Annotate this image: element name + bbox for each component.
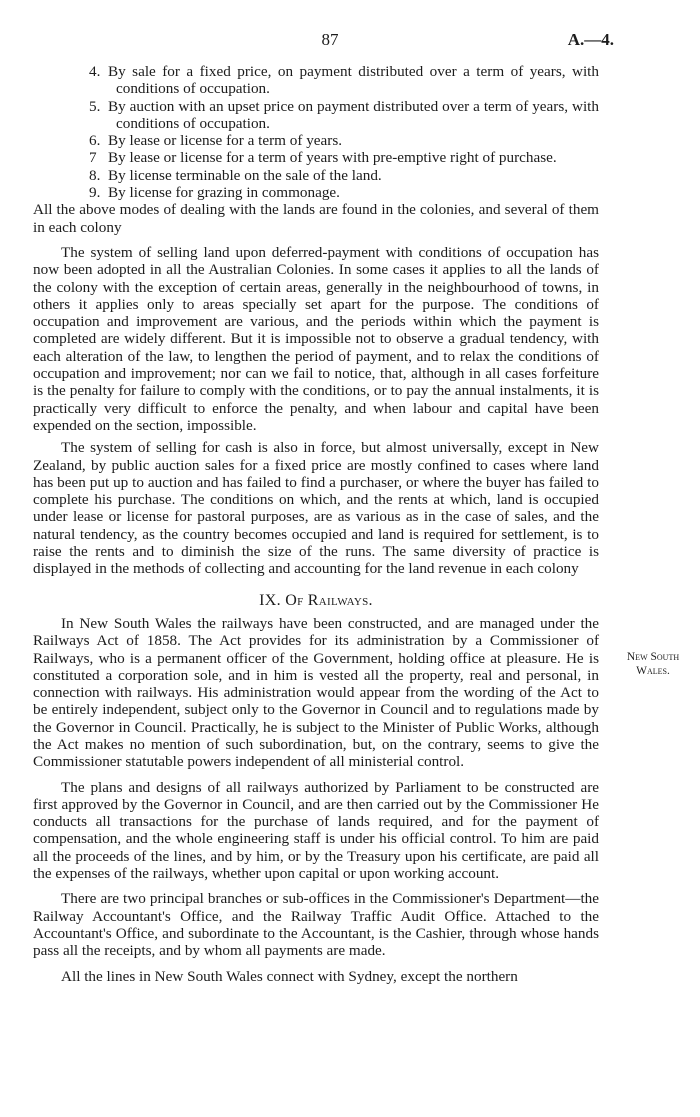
list-item: 8. By license terminable on the sale of the land. — [89, 166, 382, 184]
page-header — [0, 30, 700, 52]
marginal-note-line: New South — [626, 651, 680, 663]
paragraph-sub-offices: There are two principal branches or sub-offices in the Commissioner's Department—the Railway Accountant's Office, and the Railway Traffic Audit Office. Attached to the Accountant's Office, and subordinate to the Accountant, is the Cashier, through whose hands pass all the receipts, and by whom all payments are made. — [33, 890, 599, 960]
marginal-note — [608, 650, 698, 678]
section-title: Of Railways. — [285, 591, 373, 609]
dealing-modes-list — [33, 63, 599, 201]
paragraph-deferred-payment: The system of selling land upon deferred-payment with conditions of occupation has now been adopted in all the Australian Colonies. In some cases it applies to all the lands of the colony with the exception of certain areas, generally in the neighbourhood of towns, in others it applies only to areas specially set apart for the purpose. The conditions of occupation and improvement are various, and the periods within which the payment is completed are widely different. But it is impossible not to observe a gradual tendency, with each alteration of the law, to lengthen the period of payment, and to relax the conditions of occupation and improvement; nor can we fail to notice, that, although in all cases forfeiture is the penalty for failure to comply with the conditions, or to pay the annual instalments, it is practically very difficult to enforce the penalty, and when labour and capital have been expended on the section, impossible. — [33, 243, 599, 434]
paragraph-lines: All the lines in New South Wales connect with Sydney, except the northern — [61, 967, 518, 985]
section-heading — [33, 592, 599, 609]
paragraph-plans-designs: The plans and designs of all railways authorized by Parliament to be constructed are first approved by the Governor in Council, and are then carried out by the Commissioner He conducts all transactions for the purchase of lands required, and for the payment of compensation, and the whole engineering staff is under his official control. To him are paid all the proceeds of the lines, and by him, or by the Treasury upon his certificate, are paid all the expenses of the railways, whether upon capital or upon working account. — [33, 778, 599, 883]
paragraph-cash-sales: The system of selling for cash is also in force, but almost universally, except in New Zealand, by public auction sales for a fixed price are mostly confined to cases where land has been put up to auction and has failed to find a purchaser, or where the buyer has failed to complete his purchase. The conditions on which, and the rents at which, land is occupied under lease or license for pastoral purposes, are as various as in the case of sales, and the natural tendency, as the country becomes occupied and land is required for settlement, is to raise the rents and to diminish the size of the runs. The same diversity of practice is displayed in the methods of collecting and accounting for the land revenue in each colony — [33, 439, 599, 578]
page-reference: A.—4. — [567, 30, 614, 49]
list-item: 6. By lease or license for a term of years. — [89, 132, 343, 150]
marginal-note-line: Wales. — [636, 665, 670, 677]
list-item: 4. By sale for a fixed price, on payment distributed over a term of years, with conditions of occupation. — [89, 63, 599, 98]
section-numeral: IX. — [259, 591, 281, 609]
list-item: 9. By license for grazing in commonage. — [89, 184, 340, 202]
paragraph-modes: All the above modes of dealing with the lands are found in the colonies, and several of them in each colony — [33, 201, 599, 236]
paragraph-nsw-railways: In New South Wales the railways have been constructed, and are managed under the Railways Act of 1858. The Act provides for its administration by a Commissioner of Railways, who is a permanent officer of the Government, holding office at pleasure. He is constituted a corporation sole, and in him is vested all the property, real and personal, in connection with railways. His administration would appear from the wording of the Act to be entirely independent, subject only to the Governor in Council and to regulations made by the Governor in Council. Practically, he is subject to the Minister of Public Works, although the Act makes no mention of such subordination, but, on the contrary, seems to give the Commissioner statutable powers independent of all ministerial control. — [33, 614, 599, 771]
list-item: 7 By lease or license for a term of years with pre-emptive right of purchase. — [89, 149, 557, 167]
page-number: 87 — [321, 30, 339, 49]
list-item: 5. By auction with an upset price on payment distributed over a term of years, with conditions of occupation. — [89, 97, 599, 132]
body-text — [33, 63, 599, 985]
